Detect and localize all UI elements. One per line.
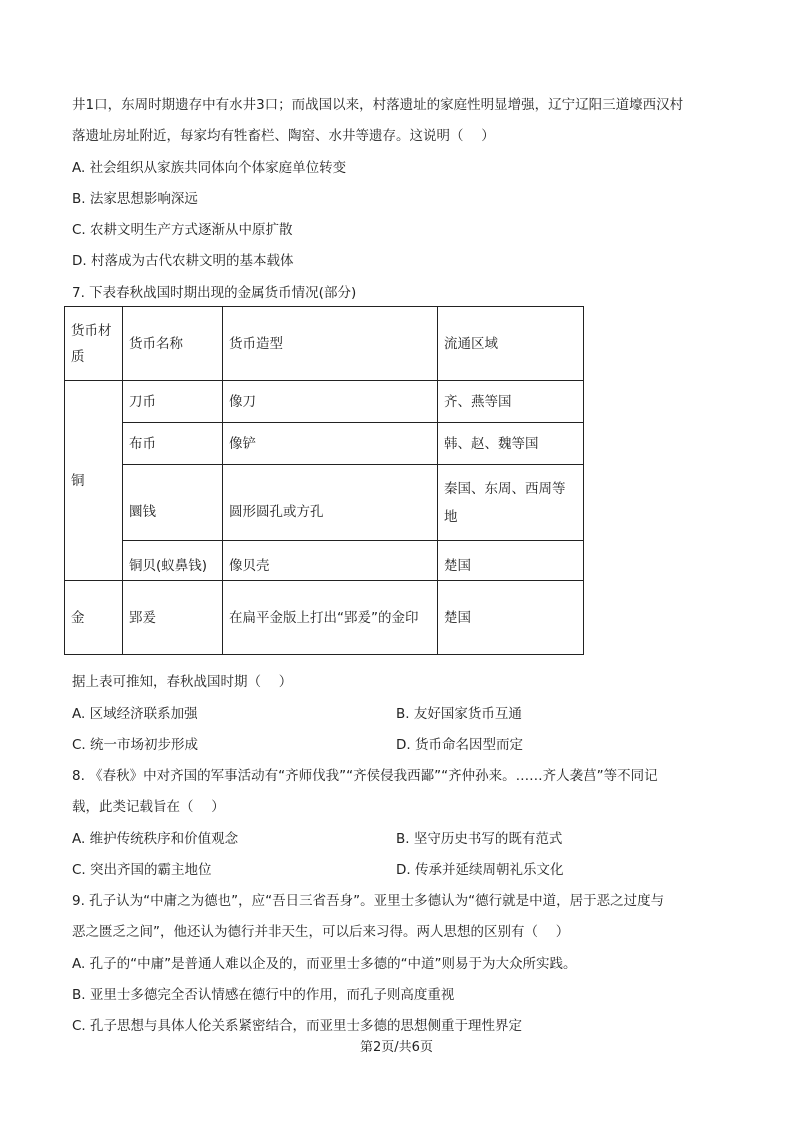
table-cell: 韩、赵、魏等国 [438, 423, 584, 465]
table-cell: 像刀 [223, 381, 438, 423]
q8-option-a: A. 维护传统秩序和价值观念 [72, 831, 239, 847]
table-header-cell: 货币材质 [65, 307, 123, 381]
table-header-row [65, 307, 584, 381]
table-cell: 铜贝(蚁鼻钱) [123, 541, 223, 581]
table-cell: 圜钱 [123, 465, 223, 541]
table-cell: 楚国 [438, 541, 584, 581]
q7-option-d: D. 货币命名因型而定 [396, 737, 523, 753]
material-cell-gold: 金 [65, 581, 123, 655]
q6-option-d: D. 村落成为古代农耕文明的基本载体 [72, 253, 294, 269]
table-row [65, 381, 584, 423]
q9-option-c: C. 孔子思想与具体人伦关系紧密结合，而亚里士多德的思想侧重于理性界定 [72, 1018, 523, 1034]
q8-option-c: C. 突出齐国的霸主地位 [72, 862, 212, 878]
q7-option-c: C. 统一市场初步形成 [72, 737, 199, 753]
q8-stem-line-1: 8. 《春秋》中对齐国的军事活动有“齐师伐我”“齐侯侵我西鄙”“齐仲孙来。……齐人袭莒”等不同记 [72, 768, 658, 784]
table-row [65, 423, 584, 465]
table-cell: 圆形圆孔或方孔 [223, 465, 438, 541]
q6-option-c: C. 农耕文明生产方式逐渐从中原扩散 [72, 222, 293, 238]
table-row [65, 465, 584, 541]
table-cell: 像贝壳 [223, 541, 438, 581]
table-cell: 秦国、东周、西周等地 [438, 465, 584, 541]
q9-option-b: B. 亚里士多德完全否认情感在德行中的作用，而孔子则高度重视 [72, 987, 455, 1003]
table-header-cell: 货币名称 [123, 307, 223, 381]
q9-stem-line-1: 9. 孔子认为“中庸之为德也”，应“吾日三省吾身”。亚里士多德认为“德行就是中道，居于恶之过度与 [72, 893, 665, 909]
table-header-cell: 流通区域 [438, 307, 584, 381]
q8-option-d: D. 传承并延续周朝礼乐文化 [396, 862, 564, 878]
table-cell: 布币 [123, 423, 223, 465]
table-row [65, 581, 584, 655]
q7-question: 据上表可推知，春秋战国时期（ ） [72, 674, 293, 690]
page-footer: 第2页/共6页 [360, 1040, 433, 1055]
q6-option-b: B. 法家思想影响深远 [72, 191, 198, 207]
q6-stem-line-1: 井1口，东周时期遗存中有水井3口；而战国以来，村落遗址的家庭性明显增强，辽宁辽阳三道壕西汉村 [72, 97, 684, 113]
q7-option-a: A. 区域经济联系加强 [72, 706, 198, 722]
q6-stem-line-2: 落遗址房址附近，每家均有牲畜栏、陶窑、水井等遗存。这说明（ ） [72, 128, 495, 144]
table-header-cell: 货币造型 [223, 307, 438, 381]
table-cell: 刀币 [123, 381, 223, 423]
table-cell: 郢爰 [123, 581, 223, 655]
q7-option-b: B. 友好国家货币互通 [396, 706, 522, 722]
table-cell: 在扁平金版上打出“郢爰”的金印 [223, 581, 438, 655]
q7-stem: 7. 下表春秋战国时期出现的金属货币情况(部分) [72, 285, 357, 301]
table-row [65, 541, 584, 581]
table-cell: 齐、燕等国 [438, 381, 584, 423]
table-cell: 楚国 [438, 581, 584, 655]
q9-option-a: A. 孔子的“中庸”是普通人难以企及的，而亚里士多德的“中道”则易于为大众所实践。 [72, 956, 577, 972]
q9-stem-line-2: 恶之匮乏之间”，他还认为德行并非天生，可以后来习得。两人思想的区别有（ ） [72, 924, 570, 940]
currency-table [64, 306, 584, 655]
table-cell: 像铲 [223, 423, 438, 465]
q8-stem-line-2: 载，此类记载旨在（ ） [72, 799, 225, 815]
q8-option-b: B. 坚守历史书写的既有范式 [396, 831, 563, 847]
q6-option-a: A. 社会组织从家族共同体向个体家庭单位转变 [72, 160, 347, 176]
material-cell-copper: 铜 [65, 381, 123, 581]
